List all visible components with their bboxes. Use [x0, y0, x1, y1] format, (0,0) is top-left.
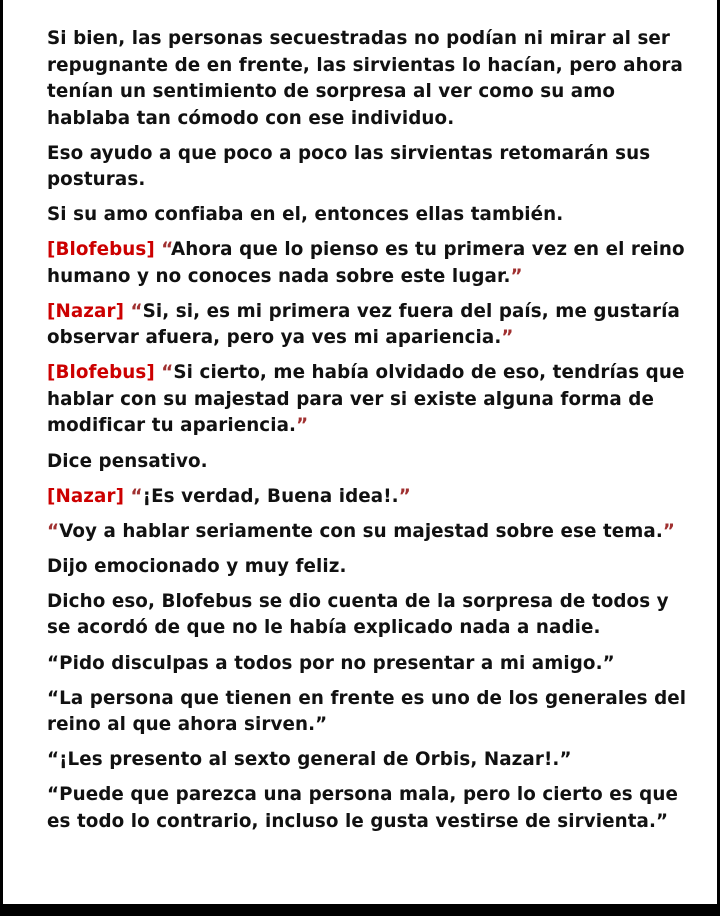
dialogue-text: “Puede que parezca una persona mala, pero lo cierto es que es todo lo contrario, incluso le gusta vestirse de sirvienta.”	[47, 784, 678, 832]
story-text	[47, 26, 687, 844]
paragraph-5	[47, 299, 687, 352]
paragraph-4	[47, 237, 687, 290]
dialogue-text: Si cierto, me había olvidado de eso, tendrías que hablar con su majestad para ver si existe alguna forma de modificar tu apariencia.	[47, 362, 685, 437]
open-quote: “	[130, 300, 143, 322]
close-quote: ”	[510, 265, 523, 287]
narration-text: Dijo emocionado y muy feliz.	[47, 555, 347, 577]
dialogue-text: ¡Es verdad, Buena idea!.	[142, 485, 399, 507]
speaker-tag: [Blofebus]	[47, 239, 155, 261]
paragraph-13	[47, 686, 687, 739]
dialogue-text: Voy a hablar seriamente con su majestad sobre ese tema.	[59, 520, 663, 542]
paragraph-15	[47, 782, 687, 835]
open-quote: “	[161, 362, 174, 384]
paragraph-14	[47, 747, 687, 774]
paragraph-10	[47, 554, 687, 581]
dialogue-text: “Pido disculpas a todos por no presentar a mi amigo.”	[47, 652, 615, 674]
paragraph-1	[47, 26, 687, 132]
narration-text: Eso ayudo a que poco a poco las sirvientas retomarán sus posturas.	[47, 142, 651, 191]
dialogue-text: Si, si, es mi primera vez fuera del país, me gustaría observar afuera, pero ya ves mi apariencia.	[47, 300, 680, 349]
close-quote: ”	[501, 327, 514, 349]
paragraph-6	[47, 360, 687, 440]
narration-text: Dice pensativo.	[47, 450, 208, 472]
close-quote: ”	[296, 415, 309, 437]
open-quote: “	[130, 485, 143, 507]
paragraph-9	[47, 519, 687, 546]
speaker-tag: [Nazar]	[47, 300, 125, 322]
paragraph-8	[47, 484, 687, 511]
narration-text: Si su amo confiaba en el, entonces ellas también.	[47, 204, 564, 226]
narration-text: Dicho eso, Blofebus se dio cuenta de la sorpresa de todos y se acordó de que no le había explicado nada a nadie.	[47, 590, 669, 639]
dialogue-text: Ahora que lo pienso es tu primera vez en el reino humano y no conoces nada sobre este lugar.	[47, 239, 685, 287]
speaker-tag: [Nazar]	[47, 485, 125, 507]
paragraph-12	[47, 651, 687, 678]
close-quote: ”	[398, 485, 411, 507]
paragraph-2	[47, 141, 687, 194]
dialogue-text: “¡Les presento al sexto general de Orbis, Nazar!.”	[47, 749, 572, 771]
paragraph-7	[47, 449, 687, 476]
paragraph-11	[47, 589, 687, 642]
paragraph-3	[47, 202, 687, 229]
speaker-tag: [Blofebus]	[47, 362, 155, 384]
dialogue-text: “La persona que tienen en frente es uno de los generales del reino al que ahora sirven.”	[47, 687, 687, 736]
narration-text: Si bien, las personas secuestradas no podían ni mirar al ser repugnante de en frente, las sirvientas lo hacían, pero ahora tenían un sentimiento de sorpresa al ver como su amo hablaba tan cómodo con ese individuo.	[47, 28, 683, 129]
close-quote: ”	[662, 520, 676, 542]
open-quote: “	[47, 520, 60, 542]
open-quote: “	[161, 239, 172, 261]
